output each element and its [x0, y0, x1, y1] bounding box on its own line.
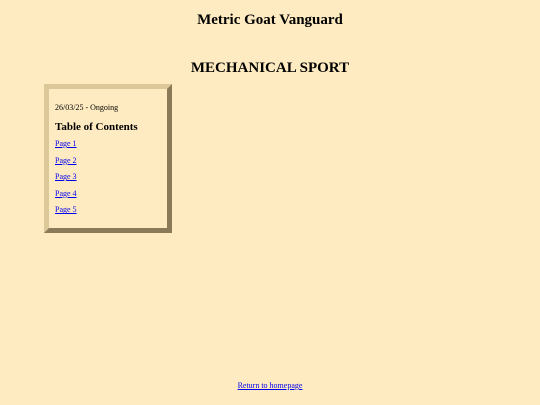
page-4-link[interactable]: Page 4: [55, 188, 77, 198]
toc-list: [55, 140, 167, 214]
list-item: [55, 140, 167, 148]
list-item: [55, 173, 167, 181]
page-2-link[interactable]: Page 2: [55, 155, 77, 165]
page-5-link[interactable]: Page 5: [55, 205, 77, 215]
toc-heading: Table of Contents: [55, 121, 138, 133]
page-3-link[interactable]: Page 3: [55, 172, 77, 182]
table-of-contents-box: [44, 84, 172, 233]
page-1-link[interactable]: Page 1: [55, 139, 77, 148]
footer: [0, 381, 540, 390]
list-item: [55, 190, 167, 198]
list-item: [55, 157, 167, 165]
page-title: MECHANICAL SPORT: [190, 60, 350, 76]
date-status: 26/03/25 - Ongoing: [55, 103, 119, 112]
return-to-homepage-link[interactable]: Return to homepage: [237, 381, 303, 390]
list-item: [55, 206, 167, 214]
site-title: Metric Goat Vanguard: [197, 12, 343, 28]
